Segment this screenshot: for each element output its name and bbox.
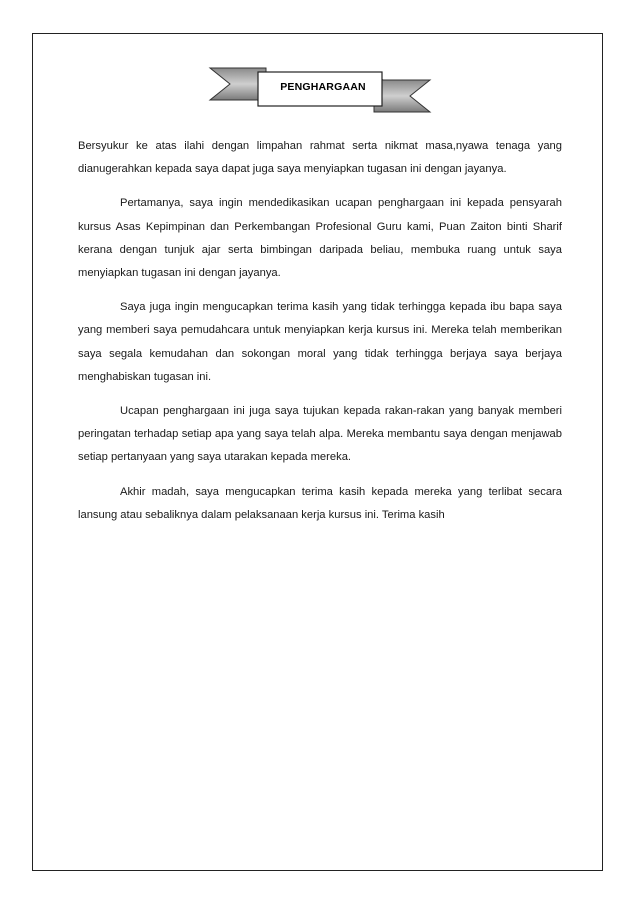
page-title: PENGHARGAAN — [280, 81, 366, 93]
paragraph: Akhir madah, saya mengucapkan terima kasih kepada mereka yang terlibat secara lansung atau sebaliknya dalam pelaksanaan kerja kursus ini. Terima kasih — [78, 485, 562, 521]
paragraph: Saya juga ingin mengucapkan terima kasih yang tidak terhingga kepada ibu bapa saya yang memberi saya pemudahcara untuk menyiapkan kerja kursus ini. Mereka telah memberikan saya segala kemudahan dan sokongan moral yang tidak terhingga berjaya saya berjaya menghabiskan tugasan ini. — [78, 301, 562, 383]
title-banner — [208, 66, 432, 116]
document-body — [78, 135, 562, 538]
paragraph: Ucapan penghargaan ini juga saya tujukan kepada rakan-rakan yang banyak memberi peringatan terhadap setiap apa yang saya telah alpa. Mereka membantu saya dengan menjawab setiap pertanyaan yang saya utarakan kepada mereka. — [78, 405, 562, 464]
paragraph: Pertamanya, saya ingin mendedikasikan ucapan penghargaan ini kepada pensyarah kursus Asas Kepimpinan dan Perkembangan Profesional Guru kami, Puan Zaiton binti Sharif kerana dengan tunjuk ajar serta bimbingan daripada beliau, membuka ruang untuk saya menyiapkan tugasan ini dengan jayanya. — [78, 197, 562, 280]
paragraph: Bersyukur ke atas ilahi dengan limpahan rahmat serta nikmat masa,nyawa tenaga yang dianugerahkan kepada saya dapat juga saya menyiapkan tugasan ini dengan jayanya. — [78, 140, 562, 176]
